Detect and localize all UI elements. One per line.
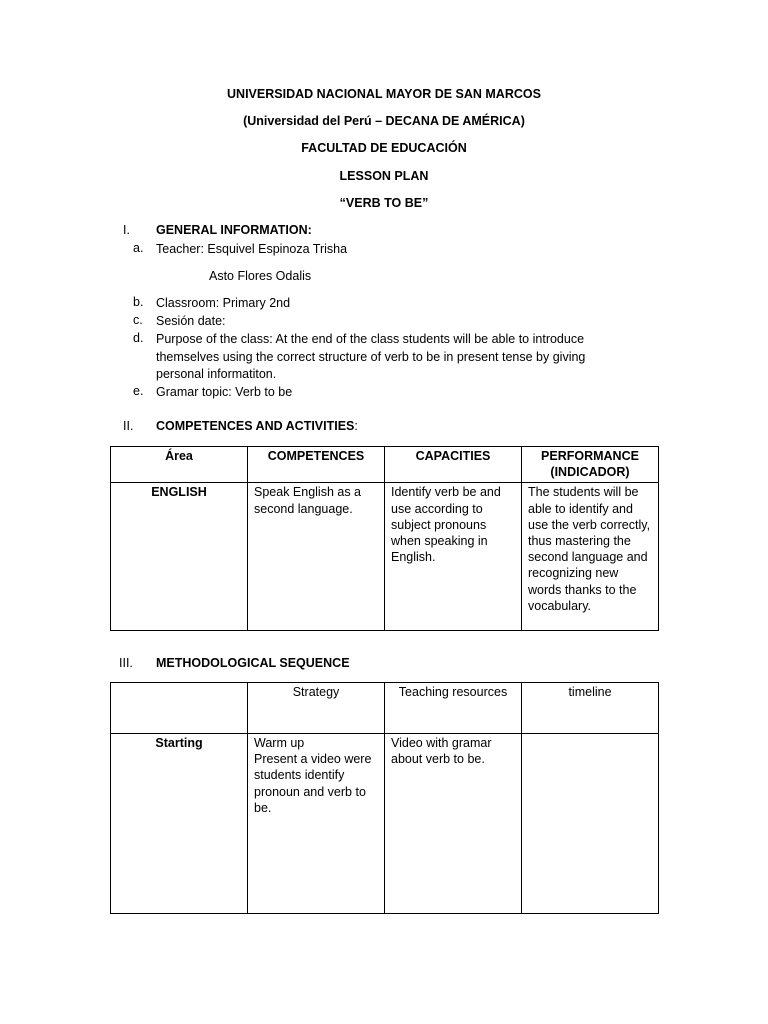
item-d-text: Purpose of the class: At the end of the class students will be able to introduce themselves using the correct structure of verb to be in present tense by giving personal informatiton. xyxy=(156,332,586,381)
item-e-text: Gramar topic: Verb to be xyxy=(156,385,293,399)
item-b-text: Classroom: Primary 2nd xyxy=(156,296,291,310)
header-capacities: CAPACITIES xyxy=(385,447,522,483)
cell-stage: Starting xyxy=(111,734,248,914)
university-subtitle: (Universidad del Perú – DECANA DE AMÉRICA) xyxy=(243,114,525,128)
competences-row xyxy=(111,483,659,631)
cell-strategy: Warm up Present a video were students identify pronoun and verb to be. xyxy=(248,734,385,914)
university-name: UNIVERSIDAD NACIONAL MAYOR DE SAN MARCOS xyxy=(227,87,541,101)
cell-capacities: Identify verb be and use according to subject pronouns when speaking in English. xyxy=(385,483,522,631)
competences-header-row xyxy=(111,447,659,483)
cell-teaching-resources: Video with gramar about verb to be. xyxy=(385,734,522,914)
section-3-number: III. xyxy=(119,656,133,670)
header-performance: PERFORMANCE (INDICADOR) xyxy=(522,447,659,483)
item-e-letter: e. xyxy=(133,384,144,398)
methodology-header-row xyxy=(111,683,659,734)
faculty-name: FACULTAD DE EDUCACIÓN xyxy=(301,141,467,155)
cell-performance: The students will be able to identify and use the verb correctly, thus mastering the second language and recognizing new words thanks to the vocabulary. xyxy=(522,483,659,631)
header-strategy: Strategy xyxy=(248,683,385,734)
item-d-letter: d. xyxy=(133,331,144,345)
item-c-text: Sesión date: xyxy=(156,314,226,328)
methodology-table xyxy=(110,682,659,914)
methodology-row xyxy=(111,734,659,914)
section-2-title-text: COMPETENCES AND ACTIVITIES xyxy=(156,419,355,433)
header-timeline: timeline xyxy=(522,683,659,734)
header-competences: COMPETENCES xyxy=(248,447,385,483)
item-c-letter: c. xyxy=(133,313,143,327)
section-2-number: II. xyxy=(123,419,134,433)
section-2-title-colon: : xyxy=(354,419,358,433)
cell-area: ENGLISH xyxy=(111,483,248,631)
section-3-title: METHODOLOGICAL SEQUENCE xyxy=(156,656,350,670)
lesson-title: “VERB TO BE” xyxy=(339,196,429,210)
document-type: LESSON PLAN xyxy=(339,169,429,183)
section-2-title xyxy=(156,419,358,433)
cell-timeline xyxy=(522,734,659,914)
item-a-letter: a. xyxy=(133,241,144,255)
section-1-number: I. xyxy=(123,223,130,237)
cell-competences: Speak English as a second language. xyxy=(248,483,385,631)
item-b-letter: b. xyxy=(133,295,144,309)
competences-table xyxy=(110,446,659,631)
teacher-second-name: Asto Flores Odalis xyxy=(209,269,312,283)
header-teaching-resources: Teaching resources xyxy=(385,683,522,734)
header-area: Área xyxy=(111,447,248,483)
item-a-text: Teacher: Esquivel Espinoza Trisha xyxy=(156,242,348,256)
section-1-title: GENERAL INFORMATION: xyxy=(156,223,312,237)
header-stage xyxy=(111,683,248,734)
